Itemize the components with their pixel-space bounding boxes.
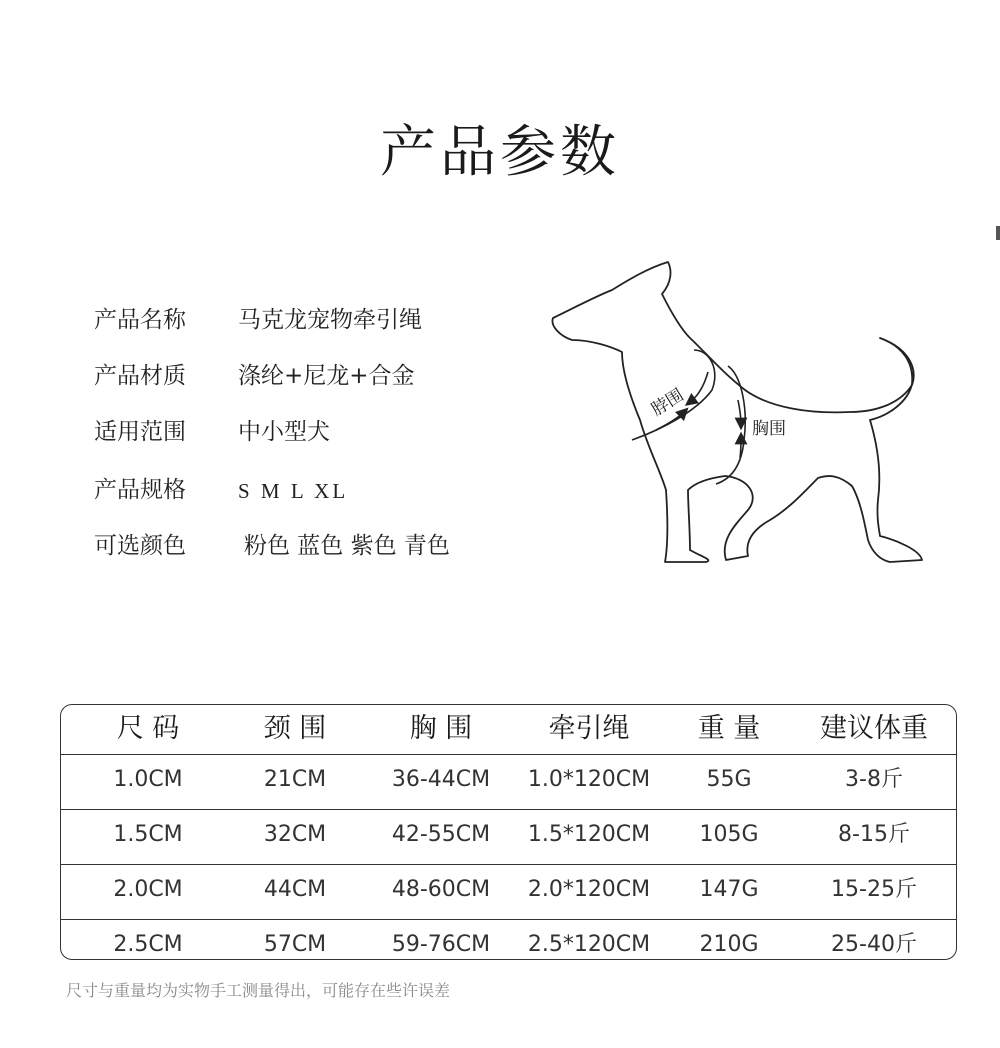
cell-size: 1.0CM: [113, 767, 183, 792]
dog-diagram: [540, 250, 940, 570]
cell-leash: 2.5*120CM: [527, 932, 651, 957]
cell-size: 2.5CM: [113, 932, 183, 957]
spec-value: 中小型犬: [238, 419, 330, 445]
header-suggested-weight: 建议体重: [820, 713, 928, 744]
spec-label: 产品名称: [94, 307, 186, 333]
header-neck: 颈 围: [263, 713, 327, 744]
cell-size: 2.0CM: [113, 877, 183, 902]
cell-suggested-weight: 8-15斤: [838, 822, 910, 847]
spec-label: 产品材质: [94, 363, 186, 389]
cell-neck: 32CM: [263, 822, 327, 847]
spec-label: 适用范围: [94, 419, 186, 445]
cell-size: 1.5CM: [113, 822, 183, 847]
header-chest: 胸 围: [409, 713, 473, 744]
chest-arrow-down: [738, 400, 741, 424]
header-size: 尺 码: [116, 713, 180, 744]
cell-chest: 48-60CM: [391, 877, 491, 902]
cell-chest: 42-55CM: [391, 822, 491, 847]
spec-label: 可选颜色: [94, 533, 186, 559]
cell-chest: 36-44CM: [391, 767, 491, 792]
spec-label: 产品规格: [94, 477, 186, 503]
cell-weight: 147G: [699, 877, 759, 902]
cell-weight: 105G: [699, 822, 759, 847]
cell-weight: 210G: [699, 932, 759, 957]
dog-outline: [552, 262, 922, 562]
cell-leash: 1.0*120CM: [527, 767, 651, 792]
header-leash: 牵引绳: [548, 713, 630, 744]
header-weight: 重 量: [697, 713, 761, 744]
cell-leash: 1.5*120CM: [527, 822, 651, 847]
cell-weight: 55G: [706, 767, 752, 792]
size-table: [60, 704, 957, 960]
table-header: [61, 705, 956, 755]
cell-neck: 44CM: [263, 877, 327, 902]
spec-value: 粉色 蓝色 紫色 青色: [244, 533, 450, 559]
table-row: [61, 755, 956, 810]
chest-ring: [716, 366, 745, 484]
neck-label: 脖围: [648, 385, 688, 421]
cell-suggested-weight: 25-40斤: [831, 932, 917, 957]
cell-suggested-weight: 15-25斤: [831, 877, 917, 902]
spec-value: S M L XL: [238, 479, 349, 503]
cell-leash: 2.0*120CM: [527, 877, 651, 902]
spec-value: 涤纶+尼龙+合金: [238, 363, 415, 389]
table-row: [61, 865, 956, 920]
cell-chest: 59-76CM: [391, 932, 491, 957]
cell-neck: 57CM: [263, 932, 327, 957]
edge-mark: [996, 226, 1000, 240]
measurement-note: 尺寸与重量均为实物手工测量得出，可能存在些许误差: [66, 981, 451, 1000]
chest-label: 胸围: [752, 419, 786, 439]
page-title: 产品参数: [380, 120, 620, 185]
chest-arrow-up: [740, 438, 741, 458]
cell-suggested-weight: 3-8斤: [845, 767, 903, 792]
table-row: [61, 920, 956, 960]
table-row: [61, 810, 956, 865]
cell-neck: 21CM: [263, 767, 327, 792]
spec-value: 马克龙宠物牵引绳: [238, 307, 422, 333]
